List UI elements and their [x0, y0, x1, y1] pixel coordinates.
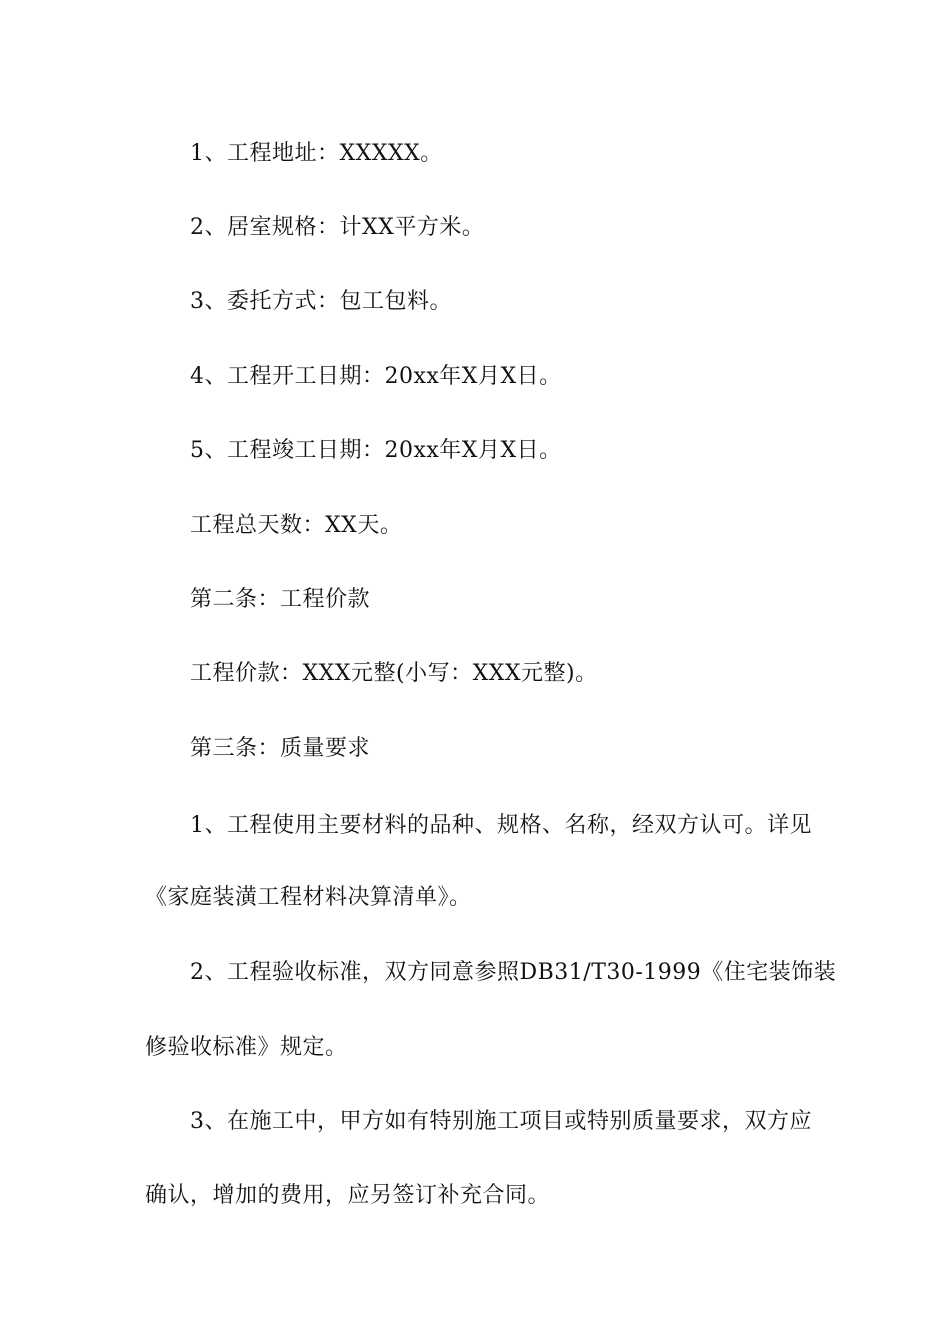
clause-commission-method: 3、委托方式：包工包料。: [190, 289, 452, 314]
clause-acceptance-line2: 修验收标准》规定。: [145, 1035, 348, 1060]
clause-total-days: 工程总天数：XX天。: [190, 513, 403, 538]
clause-materials-line2: 《家庭装潢工程材料决算清单》。: [145, 885, 472, 910]
clause-materials-line1: 1、工程使用主要材料的品种、规格、名称，经双方认可。详见: [190, 813, 812, 838]
article-heading-quality: 第三条：质量要求: [190, 736, 371, 761]
clause-project-price: 工程价款：XXX元整(小写：XXX元整)。: [190, 661, 598, 686]
clause-room-size: 2、居室规格：计XX平方米。: [190, 215, 485, 240]
clause-completion-date: 5、工程竣工日期：20xx年X月X日。: [190, 438, 562, 463]
article-heading-price: 第二条：工程价款: [190, 587, 371, 612]
clause-special-requirements-line2: 确认，增加的费用，应另签订补充合同。: [145, 1183, 551, 1208]
clause-special-requirements-line1: 3、在施工中，甲方如有特别施工项目或特别质量要求，双方应: [190, 1109, 812, 1134]
clause-acceptance-line1: 2、工程验收标准，双方同意参照DB31/T30-1999《住宅装饰装: [190, 960, 837, 985]
clause-project-address: 1、工程地址：XXXXX。: [190, 141, 443, 166]
clause-start-date: 4、工程开工日期：20xx年X月X日。: [190, 364, 562, 389]
